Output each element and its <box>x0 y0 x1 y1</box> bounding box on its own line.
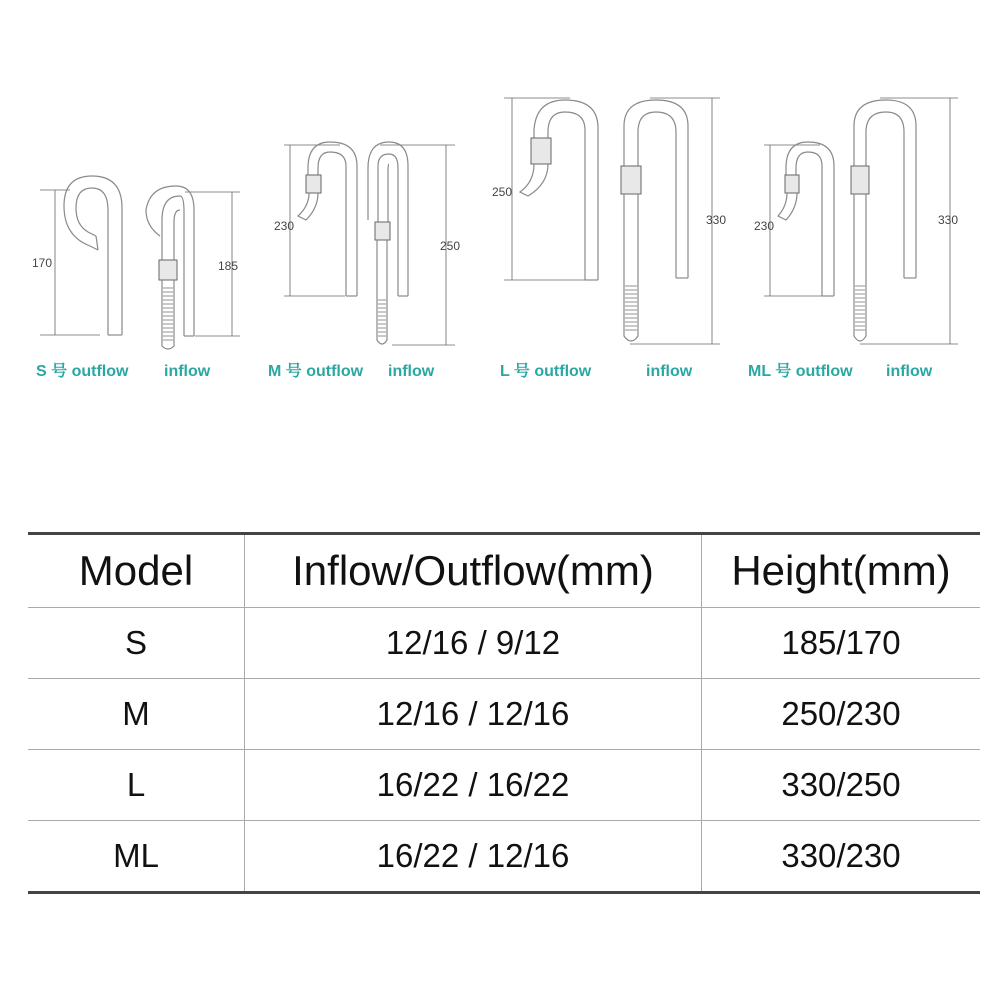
ml-inflow-strainer <box>855 286 865 330</box>
s-inflow-dim: 185 <box>218 259 239 273</box>
s-outflow-pipe <box>40 176 122 335</box>
set-s <box>32 176 240 380</box>
ml-inflow-caption: inflow <box>886 363 933 380</box>
header-model: Model <box>28 534 245 608</box>
s-inflow-caption: inflow <box>164 363 211 380</box>
set-l <box>492 98 726 380</box>
cell-model: S <box>28 608 245 679</box>
s-outflow-caption: S 号 outflow <box>36 363 129 380</box>
cell-inflow-outflow: 16/22 / 16/22 <box>245 750 702 821</box>
l-inflow-strainer <box>625 286 637 330</box>
table-row <box>28 750 980 821</box>
m-outflow-pipe <box>284 142 357 296</box>
table-row <box>28 821 980 893</box>
l-outflow-pipe <box>504 98 598 280</box>
m-inflow-strainer <box>378 300 386 336</box>
ml-outflow-dim: 230 <box>754 219 775 233</box>
ml-inflow-dim: 330 <box>938 213 959 227</box>
cell-height: 330/250 <box>702 750 981 821</box>
s-outflow-dim: 170 <box>32 256 53 270</box>
l-inflow-caption: inflow <box>646 363 693 380</box>
m-inflow-caption: inflow <box>388 363 435 380</box>
m-inflow-dim: 250 <box>440 239 461 253</box>
cell-inflow-outflow: 12/16 / 9/12 <box>245 608 702 679</box>
cell-height: 185/170 <box>702 608 981 679</box>
cell-height: 250/230 <box>702 679 981 750</box>
m-outflow-caption: M 号 outflow <box>268 363 364 380</box>
header-height: Height(mm) <box>702 534 981 608</box>
s-inflow-strainer <box>163 288 173 340</box>
table-header-row <box>28 534 980 608</box>
cell-inflow-outflow: 16/22 / 12/16 <box>245 821 702 893</box>
ml-outflow-pipe <box>764 142 834 296</box>
table-row <box>28 679 980 750</box>
cell-model: L <box>28 750 245 821</box>
l-outflow-caption: L 号 outflow <box>500 363 592 380</box>
set-m <box>268 142 460 380</box>
set-ml <box>748 98 958 380</box>
cell-model: M <box>28 679 245 750</box>
table-row <box>28 608 980 679</box>
spec-table <box>28 532 980 894</box>
l-outflow-dim: 250 <box>492 185 513 199</box>
pipe-diagram <box>0 0 1000 420</box>
cell-model: ML <box>28 821 245 893</box>
m-outflow-dim: 230 <box>274 219 295 233</box>
header-inflow-outflow: Inflow/Outflow(mm) <box>245 534 702 608</box>
cell-inflow-outflow: 12/16 / 12/16 <box>245 679 702 750</box>
l-inflow-dim: 330 <box>706 213 727 227</box>
ml-outflow-caption: ML 号 outflow <box>748 363 853 380</box>
cell-height: 330/230 <box>702 821 981 893</box>
